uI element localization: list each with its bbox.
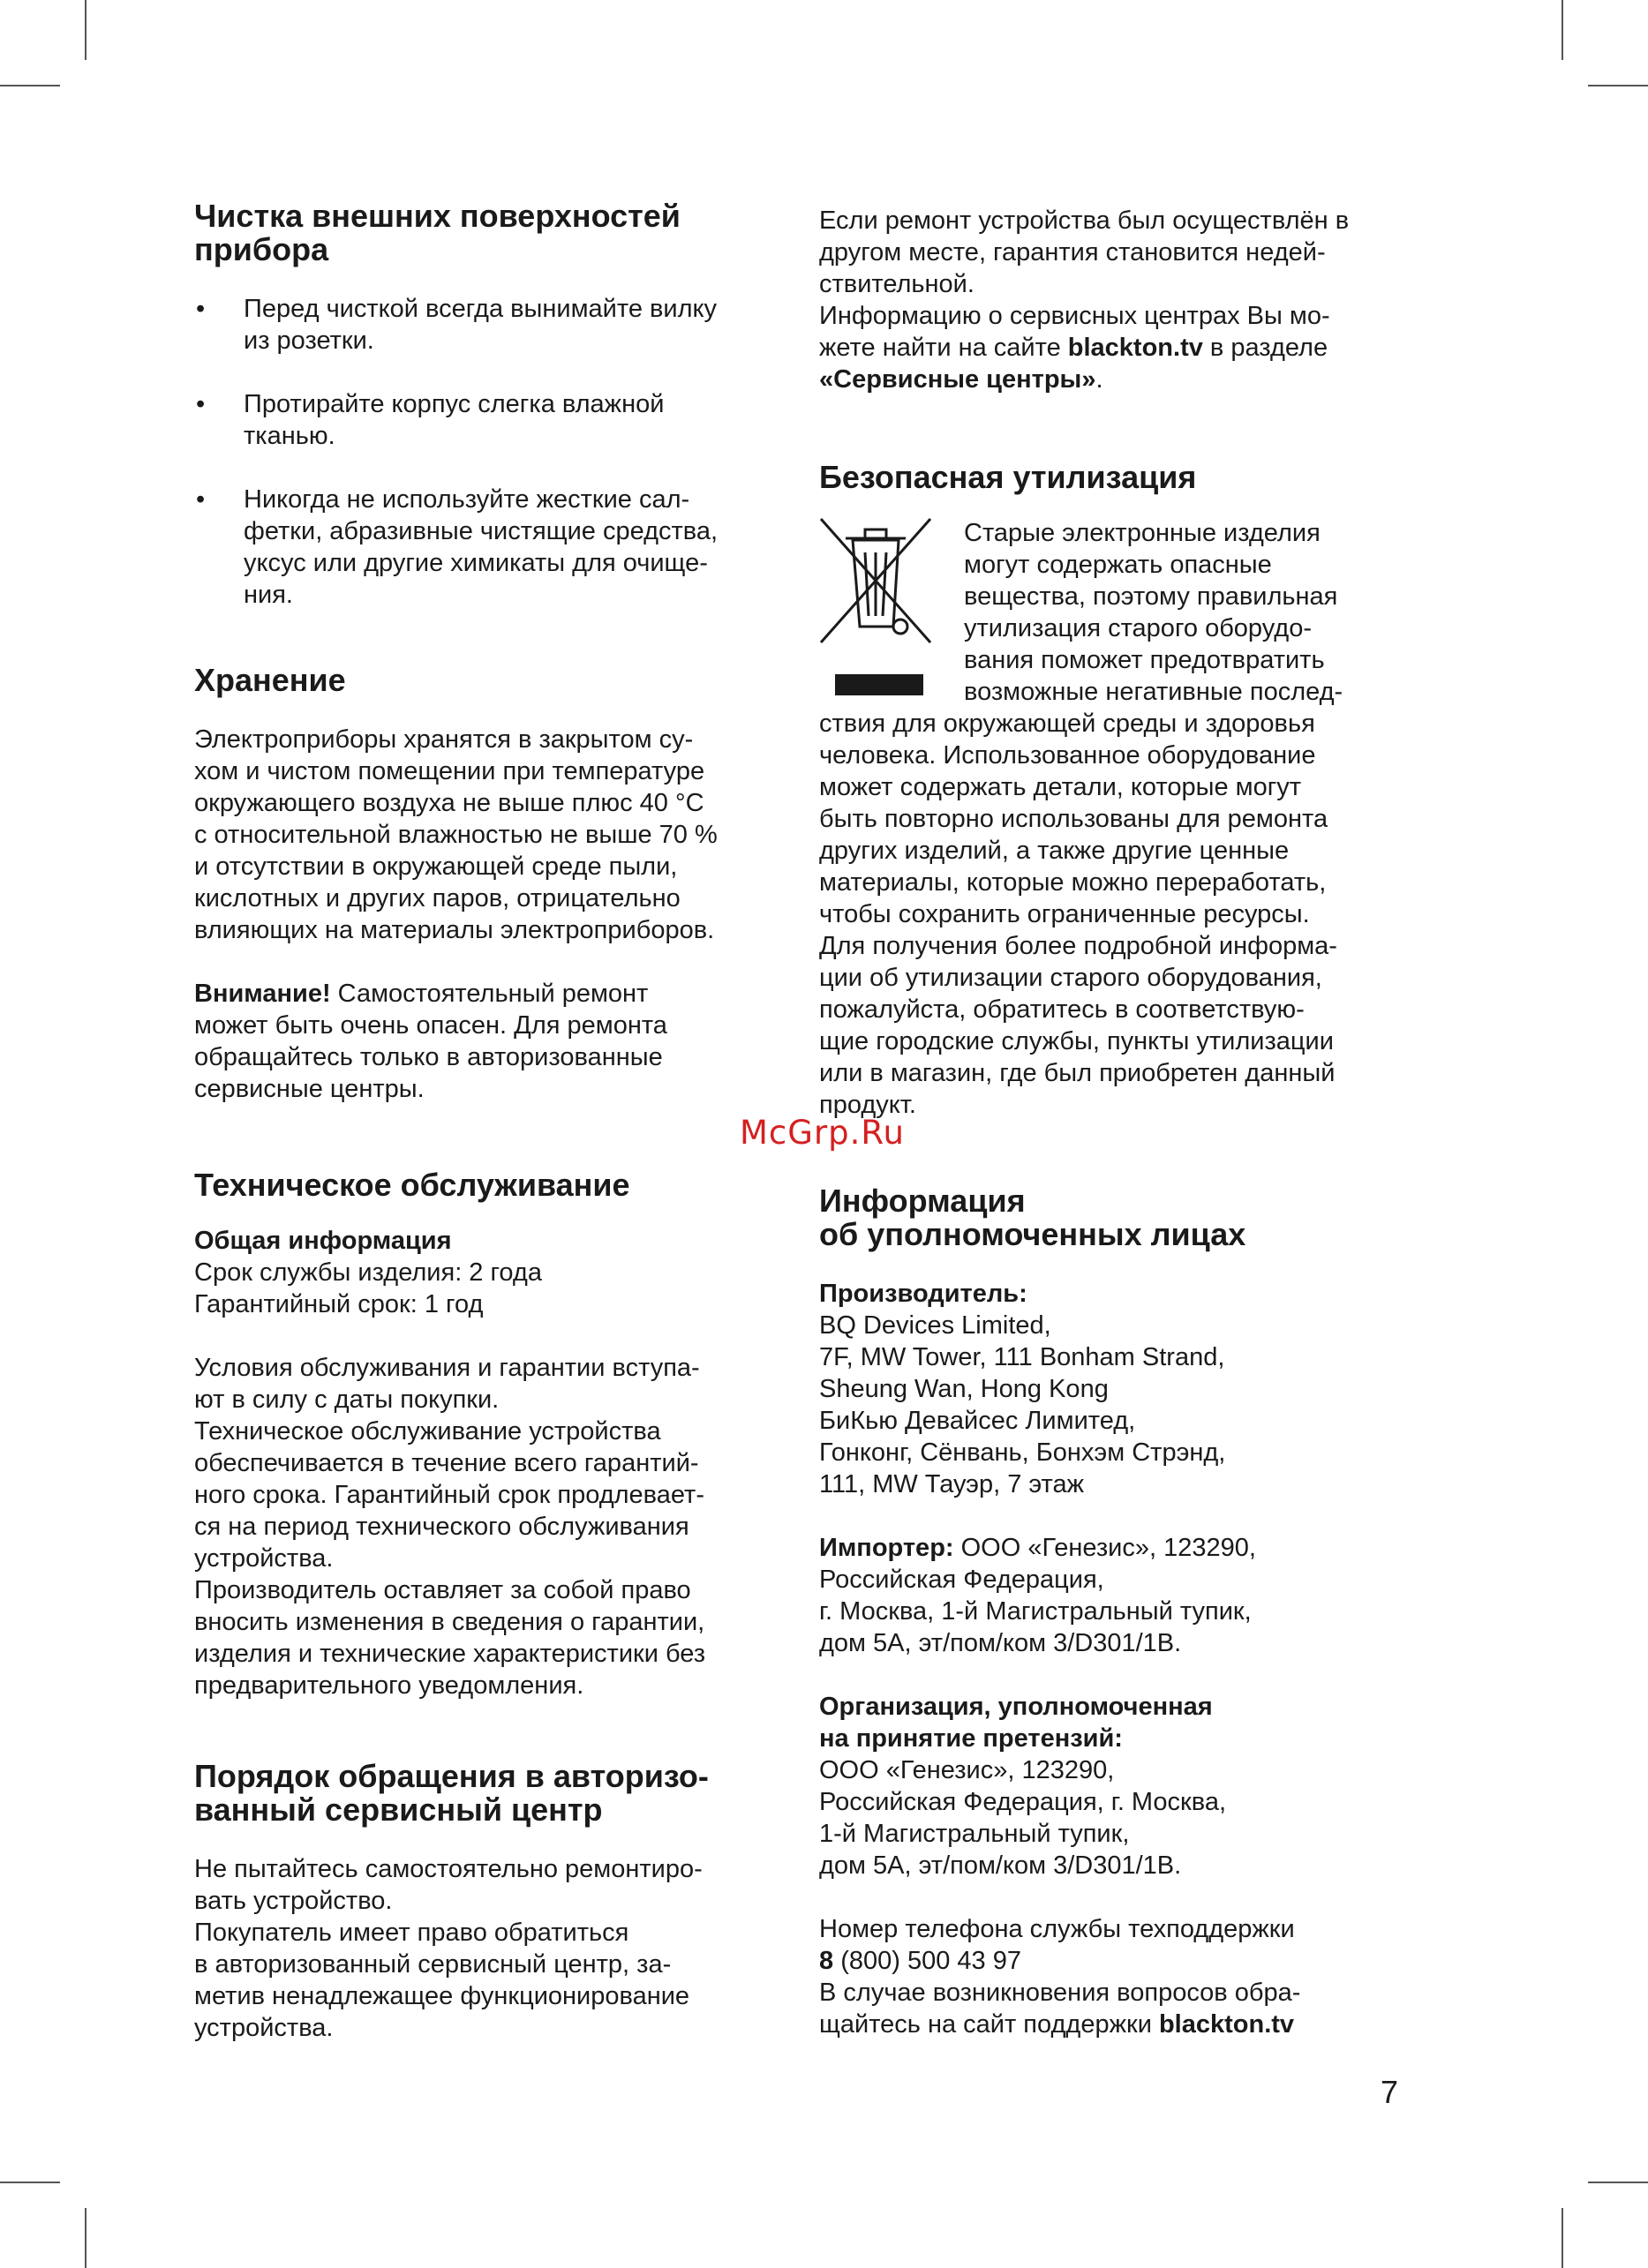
disposal-intro	[819, 517, 1409, 740]
bullet-item: • Никогда не используйте жесткие сал- фетки, абразивные чистящие средства, уксус или другие химикаты для очище- ния.	[196, 485, 719, 609]
service-text: Не пытайтесь самостоятельно ремонтиро- вать устройство. Покупатель имеет право обратиться в авторизованный сервисный центр, за- метив ненадлежащее функционирование устройства.	[194, 1855, 703, 2042]
crop-mark	[85, 2208, 87, 2268]
bullet-dot: •	[196, 295, 206, 323]
crop-mark	[0, 85, 60, 86]
support-site-link[interactable]: blackton.tv	[1158, 2010, 1295, 2039]
maintenance-general: Общая информация Срок службы изделия: 2 года Гарантийный срок: 1 год	[194, 1227, 542, 1318]
crop-mark	[1561, 2208, 1563, 2268]
disposal-section	[819, 461, 1409, 1121]
crop-mark	[85, 0, 87, 60]
service-section	[194, 1760, 794, 2044]
storage-title: Хранение	[194, 662, 346, 698]
warning-label: Внимание!	[194, 980, 331, 1008]
crop-mark	[1588, 2182, 1648, 2183]
claims-org-label: на принятие претензий:	[819, 1724, 1123, 1753]
support-phone: 8	[819, 1947, 834, 1975]
claims-org-block: Организация, уполномоченная на принятие претензий: ООО «Генезис», 123290, Российская Федерация, г. Москва, 1-й Магистральный тупик, дом 5А, эт/пом/ком 3/D301/1B.	[819, 1693, 1226, 1880]
warning-text: Внимание! Самостоятельный ремонт может быть очень опасен. Для ремонта обращайтесь только в авторизованные сервисные центры.	[194, 980, 667, 1103]
maintenance-section	[194, 1168, 794, 1701]
crop-mark	[1561, 0, 1563, 60]
left-column	[194, 199, 794, 2044]
importer-label: Импортер:	[819, 1534, 954, 1562]
bullet-item: • Перед чисткой всегда вынимайте вилку из розетки.	[196, 295, 718, 355]
disposal-title: Безопасная утилизация	[819, 459, 1197, 495]
crop-mark	[0, 2182, 60, 2183]
storage-section	[194, 664, 794, 1105]
right-column	[819, 199, 1409, 2040]
manufacturer-block: Производитель: BQ Devices Limited, 7F, MW Tower, 111 Bonham Strand, Sheung Wan, Hong Kong БиКью Девайсес Лимитед, Гонконг, Сёнвань, Бонхэм Стрэнд, 111, MW Тауэр, 7 этаж	[819, 1280, 1226, 1498]
repair-section	[819, 205, 1409, 395]
bullet-item: • Протирайте корпус слегка влажной тканью.	[196, 390, 665, 450]
page-number: 7	[1381, 2074, 1399, 2110]
maintenance-title: Техническое обслуживание	[194, 1167, 630, 1203]
maintenance-subtitle: Общая информация	[194, 1227, 452, 1255]
authorized-section	[819, 1184, 1409, 2040]
service-centers-link[interactable]: «Сервисные центры»	[819, 365, 1096, 394]
manufacturer-label: Производитель:	[819, 1280, 1027, 1308]
cleaning-title: Чистка внешних поверхностей прибора	[194, 198, 681, 267]
watermark: McGrp.Ru	[740, 1114, 905, 1152]
bullet-dot: •	[196, 390, 206, 418]
disposal-intro-text: Старые электронные изделия могут содержать опасные вещества, поэтому правильная утилизация старого оборудо- вания поможет предотвратить возможные негативные послед-	[964, 519, 1343, 706]
repair-text: Если ремонт устройства был осуществлён в другом месте, гарантия становится недей- ствительной. Информацию о сервисных центрах Вы мо- жете найти на сайте blackton.tv в разделе «Сервисные центры».	[819, 207, 1350, 394]
weee-crossed-bin-icon	[819, 517, 932, 702]
disposal-text: ствия для окружающей среды и здоровья человека. Использованное оборудование может содержать детали, которые могут быть повторно использованы для ремонта других изделий, а также другие ценные материалы, которые можно переработать, чтобы сохранить ограниченные ресурсы. Для получения более подробной информа- ции об утилизации старого оборудования, пожалуйста, обратитесь в соответствую- щие городские службы, пункты утилизации или в магазин, где был приобретен данный продукт.	[819, 710, 1337, 1119]
support-block: Номер телефона службы техподдержки 8 (800) 500 43 97 В случае возникновения вопросов обра- щайтесь на сайт поддержки blackton.tv	[819, 1915, 1301, 2039]
claims-org-label: Организация, уполномоченная	[819, 1693, 1213, 1721]
authorized-title: Информация об уполномоченных лицах	[819, 1183, 1246, 1252]
importer-block: Импортер: ООО «Генезис», 123290, Российская Федерация, г. Москва, 1-й Магистральный тупик, дом 5А, эт/пом/ком 3/D301/1B.	[819, 1534, 1256, 1657]
bullet-dot: •	[196, 485, 206, 514]
crop-mark	[1588, 85, 1648, 86]
maintenance-text: Условия обслуживания и гарантии вступа- ют в силу с даты покупки. Техническое обслуживание устройства обеспечивается в течение всего гарантий- ного срока. Гарантийный срок продлевает- ся на период технического обслуживания устройства. Производитель оставляет за собой право вносить изменения в сведения о гарантии, изделия и технические характеристики без предварительного уведомления.	[194, 1354, 706, 1700]
blackton-link[interactable]: blackton.tv	[1067, 334, 1203, 362]
service-title: Порядок обращения в авторизо- ванный сервисный центр	[194, 1758, 709, 1828]
storage-text: Электроприборы хранятся в закрытом су- хом и чистом помещении при температуре окружающего воздуха не выше плюс 40 °С с относительной влажностью не выше 70 % и отсутствии в окружающей среде пыли, кислотных и других паров, отрицательно влияющих на материалы электроприборов.	[194, 725, 718, 944]
cleaning-section	[194, 199, 794, 611]
